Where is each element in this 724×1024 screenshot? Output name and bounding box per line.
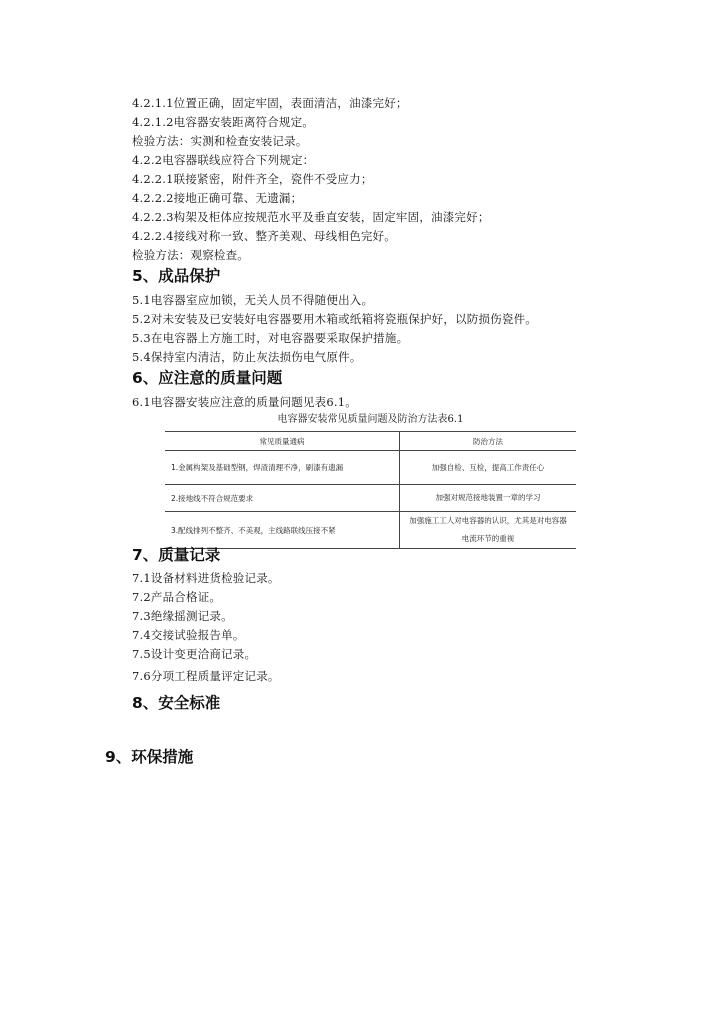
clause-7-6: 7.6分项工程质量评定记录。 (132, 669, 280, 683)
section-5-heading: 5、成品保护 (132, 267, 221, 285)
header-common-defects: 常见质量通病 (165, 432, 400, 451)
inspection-method-1: 检验方法：实测和检查安装记录。 (132, 134, 308, 148)
remedy-cell: 加强对规范接地装置一章的学习 (400, 485, 577, 512)
table-header-row (165, 432, 576, 451)
table-row (165, 512, 576, 549)
clause-7-1: 7.1设备材料进货检验记录。 (132, 571, 280, 585)
clause-5-3: 5.3在电容器上方施工时，对电容器要采取保护措施。 (132, 331, 409, 345)
clause-4-2-2-1: 4.2.2.1联接紧密，附件齐全，瓷件不受应力； (132, 172, 373, 186)
clause-5-2: 5.2对未安装及已安装好电容器要用木箱或纸箱将瓷瓶保护好，以防损伤瓷件。 (132, 312, 537, 326)
problem-cell: 2.接地线不符合规范要求 (165, 485, 400, 512)
header-prevention-methods: 防治方法 (400, 432, 577, 451)
clause-4-2-2: 4.2.2电容器联线应符合下列规定： (132, 153, 315, 167)
section-8-heading: 8、安全标准 (132, 694, 221, 712)
clause-6-1: 6.1电容器安装应注意的质量问题见表6.1。 (132, 395, 357, 409)
quality-issues-table (165, 431, 576, 549)
section-6-heading: 6、应注意的质量问题 (132, 369, 283, 387)
clause-7-3: 7.3绝缘摇测记录。 (132, 609, 233, 623)
remedy-cell: 加强自检、互检，提高工作责任心 (400, 451, 577, 485)
clause-4-2-1-2: 4.2.1.2电容器安装距离符合规定。 (132, 115, 315, 129)
clause-4-2-2-2: 4.2.2.2接地正确可靠、无遗漏； (132, 191, 303, 205)
clause-5-1: 5.1电容器室应加锁，无关人员不得随便出入。 (132, 293, 374, 307)
clause-4-2-2-4: 4.2.2.4接线对称一致、整齐美观、母线相色完好。 (132, 229, 396, 243)
inspection-method-2: 检验方法：观察检查。 (132, 248, 249, 262)
clause-4-2-1-1: 4.2.1.1位置正确，固定牢固，表面清洁，油漆完好； (132, 96, 408, 110)
clause-7-5: 7.5设计变更洽商记录。 (132, 647, 257, 661)
table-row (165, 451, 576, 485)
problem-cell: 1.金属构架及基础型钢，焊渣清理不净，刷漆有遗漏 (165, 451, 400, 485)
clause-4-2-2-3: 4.2.2.3构架及柜体应按规范水平及垂直安装，固定牢固，油漆完好； (132, 210, 490, 224)
clause-7-4: 7.4交接试验报告单。 (132, 628, 245, 642)
clause-5-4: 5.4保持室内清洁，防止灰法损伤电气原件。 (132, 350, 362, 364)
problem-cell: 3.配线排列不整齐、不美观，主线路联线压接不紧 (165, 512, 400, 549)
table-caption: 电容器安装常见质量问题及防治方法表6.1 (277, 414, 464, 425)
section-9-heading: 9、环保措施 (105, 748, 194, 766)
table-row (165, 485, 576, 512)
clause-7-2: 7.2产品合格证。 (132, 590, 222, 604)
remedy-cell: 加强施工工人对电容器的认识，尤其是对电容器电流环节的重视 (400, 512, 577, 549)
section-7-heading: 7、质量记录 (132, 546, 221, 564)
